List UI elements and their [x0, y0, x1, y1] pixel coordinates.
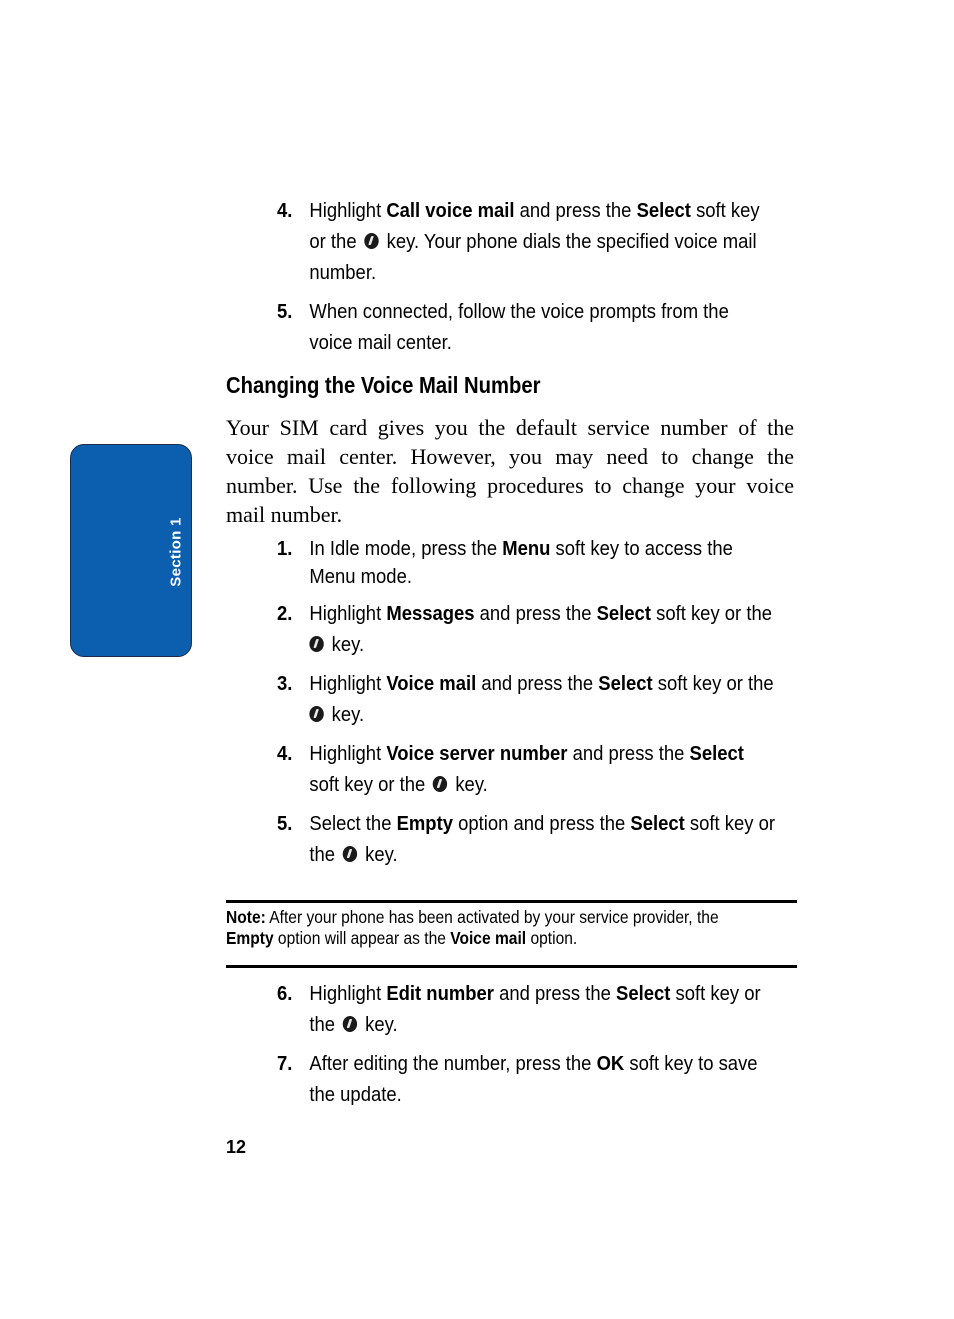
- ok-key-icon: [309, 706, 323, 722]
- step-number: 2.: [277, 602, 293, 625]
- step-text: Highlight Voice mail and press the Select soft key or the key.: [309, 672, 774, 726]
- step-number: 7.: [277, 1052, 293, 1075]
- section-tab-label: Section 1: [167, 517, 185, 587]
- step-text: After editing the number, press the OK soft key to save the update.: [309, 1052, 758, 1106]
- step-number: 5.: [277, 300, 293, 323]
- ok-key-icon: [433, 776, 447, 792]
- note-bottom-rule: [226, 965, 797, 968]
- note-label: Note:: [226, 907, 266, 927]
- ok-key-icon: [309, 636, 323, 652]
- ok-key-icon: [343, 1016, 357, 1032]
- step-number: 5.: [277, 812, 293, 835]
- step-number: 4.: [277, 199, 293, 222]
- step-text: Highlight Voice server number and press the Select soft key or the key.: [309, 742, 744, 796]
- step-text: Select the Empty option and press the Select soft key or the key.: [309, 812, 776, 866]
- note: Note: After your phone has been activated by your service provider, the Empty option will appear as the Voice mail option.: [226, 907, 719, 948]
- step-text: In Idle mode, press the Menu soft key to access the Menu mode.: [309, 537, 733, 588]
- step-text: Highlight Edit number and press the Select soft key or the key.: [309, 982, 761, 1036]
- section-heading: Changing the Voice Mail Number: [226, 372, 541, 398]
- step-text: Highlight Call voice mail and press the Select soft key or the key. Your phone dials the specified voice mail number.: [309, 199, 760, 284]
- step-text: When connected, follow the voice prompts from the voice mail center.: [309, 300, 729, 354]
- ok-key-icon: [343, 846, 357, 862]
- intro-paragraph: Your SIM card gives you the default service number of the voice mail center. However, you may need to change the number. Use the following procedures to change your voice mail number.: [226, 415, 794, 527]
- note-top-rule: [226, 900, 797, 903]
- step-number: 6.: [277, 982, 293, 1005]
- step-number: 3.: [277, 672, 293, 695]
- page-number: 12: [226, 1137, 247, 1157]
- step-number: 4.: [277, 742, 293, 765]
- ok-key-icon: [364, 233, 378, 249]
- step-number: 1.: [277, 537, 293, 560]
- step-text: Highlight Messages and press the Select soft key or the key.: [309, 602, 772, 656]
